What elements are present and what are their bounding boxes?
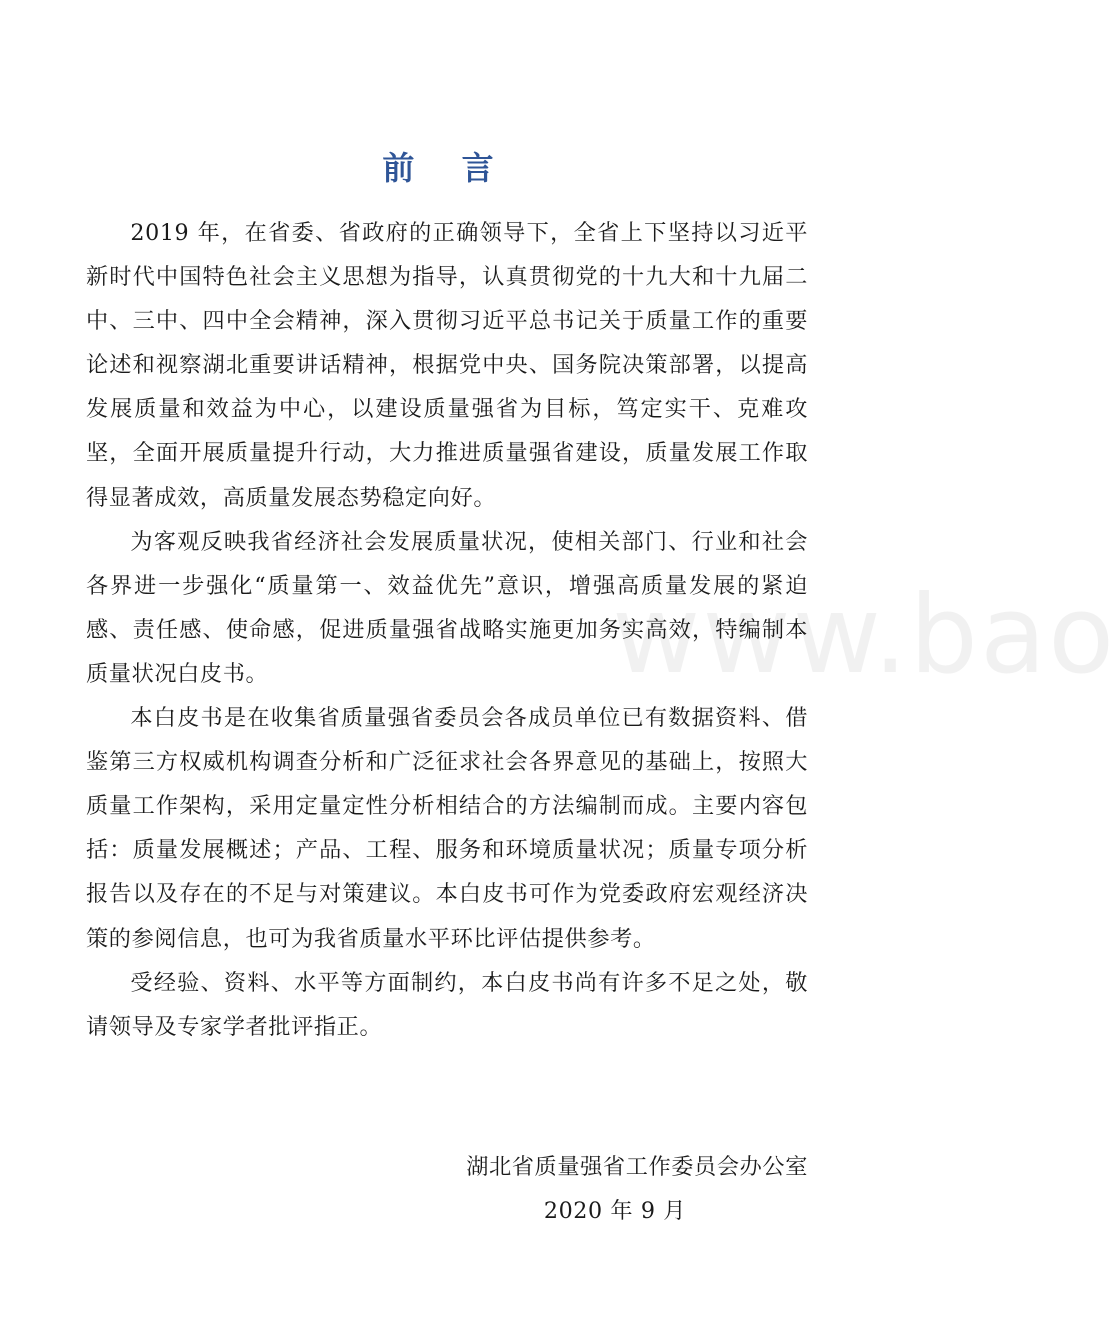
paragraph-4: 受经验、资料、水平等方面制约，本白皮书尚有许多不足之处，敬请领导及专家学者批评指正。 bbox=[86, 969, 808, 1040]
paragraph-1: 2019 年，在省委、省政府的正确领导下，全省上下坚持以习近平新时代中国特色社会主义思想为指导，认真贯彻党的十九大和十九届二中、三中、四中全会精神，深入贯彻习近平总书记关于质量工作的重要论述和视察湖北重要讲话精神，根据党中央、国务院决策部署，以提高发展质量和效益为中心，以建设质量强省为目标，笃定实干、克难攻坚，全面开展质量提升行动，大力推进质量强省建设，质量发展工作取得显著成效，高质量发展态势稳定向好。 bbox=[86, 220, 808, 511]
preface-body bbox=[86, 211, 808, 1049]
watermark: www.bao bbox=[612, 573, 1116, 698]
paragraph-2: 为客观反映我省经济社会发展质量状况，使相关部门、行业和社会各界进一步强化“质量第一、效益优先”意识，增强高质量发展的紧迫感、责任感、使命感，促进质量强省战略实施更加务实高效，特编制本质量状况白皮书。 bbox=[86, 528, 808, 687]
page-title: 前 言 bbox=[382, 149, 512, 187]
paragraph-3: 本白皮书是在收集省质量强省委员会各成员单位已有数据资料、借鉴第三方权威机构调查分析和广泛征求社会各界意见的基础上，按照大质量工作架构，采用定量定性分析相结合的方法编制而成。主要内容包括：质量发展概述；产品、工程、服务和环境质量状况；质量专项分析报告以及存在的不足与对策建议。本白皮书可作为党委政府宏观经济决策的参阅信息，也可为我省质量水平环比评估提供参考。 bbox=[86, 705, 808, 952]
signature-date: 2020 年 9 月 bbox=[543, 1198, 686, 1224]
signature-block bbox=[466, 1145, 808, 1233]
signature-organization: 湖北省质量强省工作委员会办公室 bbox=[466, 1154, 808, 1180]
